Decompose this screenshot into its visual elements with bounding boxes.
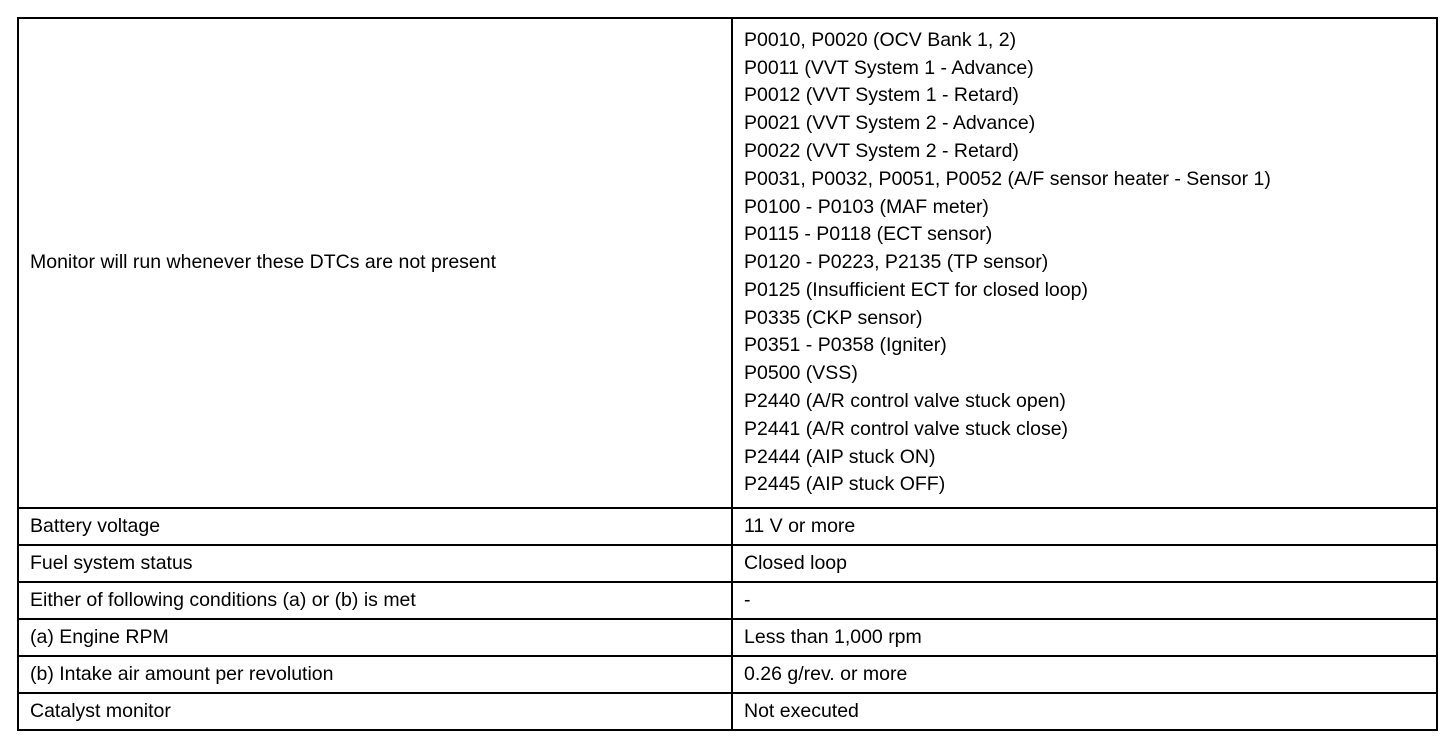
- dtc-item: P2440 (A/R control valve stuck open): [744, 390, 1066, 413]
- table-row: [18, 656, 1437, 693]
- table-row: [18, 18, 1437, 508]
- table-row: [18, 619, 1437, 656]
- table-row: [18, 582, 1437, 619]
- dtc-item: P0500 (VSS): [744, 362, 858, 385]
- dtc-item: P2441 (A/R control valve stuck close): [744, 417, 1069, 440]
- dtc-list-cell: [732, 18, 1437, 508]
- dtc-item: P0100 - P0103 (MAF meter): [744, 195, 989, 218]
- dtc-item: P0031, P0032, P0051, P0052 (A/F sensor heater - Sensor 1): [744, 167, 1271, 190]
- condition-value: -: [732, 582, 1437, 619]
- table-row: [18, 545, 1437, 582]
- dtc-item: P0010, P0020 (OCV Bank 1, 2): [744, 28, 1017, 51]
- table-row: [18, 693, 1437, 730]
- conditions-table: [17, 17, 1438, 731]
- condition-value: Closed loop: [732, 545, 1437, 582]
- dtc-item: P0125 (Insufficient ECT for closed loop): [744, 278, 1088, 301]
- dtc-item: P0335 (CKP sensor): [744, 306, 923, 329]
- dtc-list: [744, 27, 1425, 500]
- condition-value: 11 V or more: [732, 508, 1437, 545]
- condition-value: Less than 1,000 rpm: [732, 619, 1437, 656]
- dtc-item: P0115 - P0118 (ECT sensor): [744, 223, 993, 246]
- dtc-item: P0011 (VVT System 1 - Advance): [744, 56, 1034, 79]
- condition-value: 0.26 g/rev. or more: [732, 656, 1437, 693]
- dtc-item: P0022 (VVT System 2 - Retard): [744, 139, 1019, 162]
- condition-label: Fuel system status: [18, 545, 732, 582]
- dtc-item: P2445 (AIP stuck OFF): [744, 473, 946, 496]
- dtc-item: P0120 - P0223, P2135 (TP sensor): [744, 251, 1049, 274]
- condition-label: (b) Intake air amount per revolution: [18, 656, 732, 693]
- dtc-item: P0021 (VVT System 2 - Advance): [744, 112, 1036, 135]
- condition-label: Either of following conditions (a) or (b) is met: [18, 582, 732, 619]
- table-row: [18, 508, 1437, 545]
- condition-label: Catalyst monitor: [18, 693, 732, 730]
- condition-label: Battery voltage: [18, 508, 732, 545]
- dtc-item: P0351 - P0358 (Igniter): [744, 334, 947, 357]
- condition-label: (a) Engine RPM: [18, 619, 732, 656]
- condition-value: Not executed: [732, 693, 1437, 730]
- dtc-item: P0012 (VVT System 1 - Retard): [744, 84, 1019, 107]
- condition-label: Monitor will run whenever these DTCs are not present: [18, 18, 732, 508]
- dtc-item: P2444 (AIP stuck ON): [744, 445, 936, 468]
